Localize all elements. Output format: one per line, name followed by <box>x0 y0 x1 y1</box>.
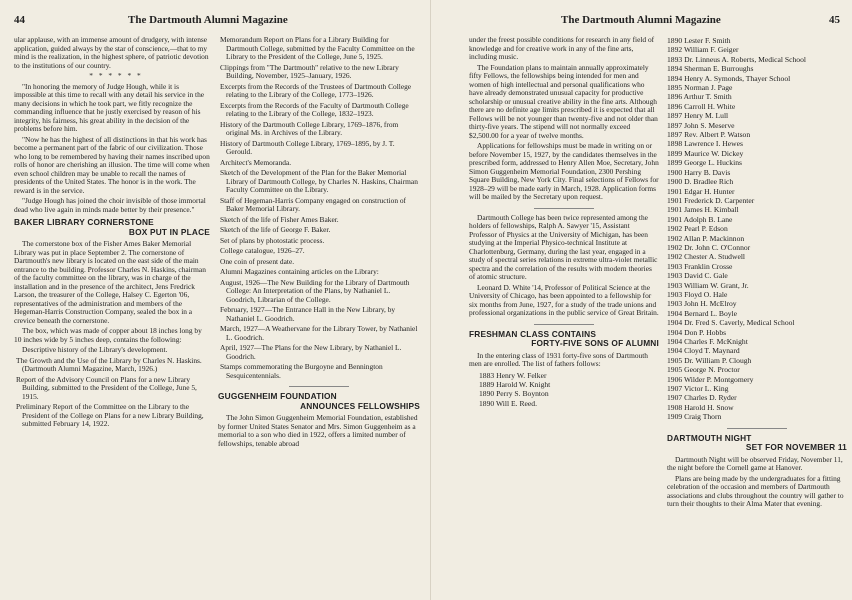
right-page <box>430 0 852 600</box>
list-item: 1883 Henry W. Felker <box>479 370 547 380</box>
paragraph: Dartmouth Night will be observed Friday, November 11, the night before the Cornell game at Hanover. <box>667 454 843 473</box>
magazine-title: The Dartmouth Alumni Magazine <box>128 14 288 26</box>
list-item: 1890 Lester F. Smith <box>667 36 731 45</box>
list-item: 1895 Norman J. Page <box>667 83 733 93</box>
list-item: 1909 Craig Thorn <box>667 412 722 422</box>
list-item: 1902 Allan P. Mackinnon <box>667 233 745 243</box>
paragraph: The John Simon Guggenheim Memorial Foundation, established by former United States Senator and Mrs. Simon Guggenheim as a memorial to a son who died in 1922, offers a limited number of fellowships, tenable abroad <box>218 413 418 448</box>
heading-line-1: GUGGENHEIM FOUNDATION <box>218 391 337 401</box>
heading-line-2: BOX PUT IN PLACE <box>128 226 210 237</box>
list-item: 1901 Edgar H. Hunter <box>667 186 735 196</box>
list-item: 1899 George L. Huckins <box>667 158 742 168</box>
list-item: 1902 Chester A. Studwell <box>667 252 746 262</box>
list-item: History of Dartmouth College Library, 1769–1895, by J. T. Gerould. <box>220 138 395 156</box>
list-item: 1906 Wilder P. Montgomery <box>667 374 754 384</box>
list-item: 1896 Carroll H. White <box>667 101 736 111</box>
list-item: 1893 Dr. Linneus A. Roberts, Medical School <box>667 54 806 64</box>
list-item: 1901 James H. Kimball <box>667 205 739 215</box>
list-item: 1892 William F. Geiger <box>667 45 739 55</box>
list-item: 1901 Adolph B. Lane <box>667 214 733 224</box>
list-item: 1897 Henry M. Lull <box>667 111 729 121</box>
list-item: Clippings from "The Dartmouth" relative to the new Library Building, November, 1925–January, 1926. <box>220 62 399 80</box>
heading-line-1: FRESHMAN CLASS CONTAINS <box>469 328 597 339</box>
list-item: The Growth and the Use of the Library by Charles N. Haskins. (Dartmouth Alumni Magazine, March, 1926.) <box>16 355 202 373</box>
paragraph: Plans are being made by the undergraduates for a fitting celebration of the occasion and members of Dartmouth associations and clubs throughout the country will gather to turn their thoughts to their Alma Mater that evening. <box>667 473 844 509</box>
list-item: 1904 Don P. Hobbs <box>667 327 727 337</box>
paragraph: "In honoring the memory of Judge Hough, while it is impossible at this time to recall with any detail his service in the many decisions in which he took part, we fitly recognize the commanding influence that he justly exercised by reason of his integrity, his fairness, his great ability in the decision of the problems before him. <box>14 81 205 133</box>
list-item: 1903 Floyd O. Hale <box>667 289 728 299</box>
paragraph: The Foundation plans to maintain annually approximately fifty Fellows, the fellowships being intended for men and women of high intellectual and personal qualifications who have already demonstrated unusual capacity for productive scholarship or unusual creative ability in the fine arts. Although there are no definite age limits prescribed it is expected that all Fellows will be not younger than twenty-five and not older than thirty-five years. The stipend will not normally exceed $2,500.00 for a year of twelve months. <box>469 62 658 140</box>
list-item: 1903 David C. Gale <box>667 271 728 281</box>
paragraph: The cornerstone box of the Fisher Ames Baker Memorial Library was put in place September 2. The cornerstone of Dartmouth's new library is located on the east side of the main entrance to the building. Professor Charles N. Haskins, chairman of the faculty committee on the library, was in charge of the installation and in the presence of the architect, Jens Fredrick Larson, the treasurer of the College, Halsey C. Egerton '06, representatives of the administration and members of the Hegeman-Harris Construction Company, sealed the box in a crevice beneath the cornerstone. <box>14 239 206 325</box>
magazine-article-item: February, 1927—The Entrance Hall in the New Library, by Nathaniel L. Goodrich. <box>220 305 396 323</box>
list-item: 1899 Maurice W. Dickey <box>667 148 744 158</box>
magazine-article-item: April, 1927—The Plans for the New Library, by Nathaniel L. Goodrich. <box>220 343 402 361</box>
right-column-1 <box>469 36 659 596</box>
list-item: 1900 D. Bradlee Rich <box>667 177 734 187</box>
list-item: 1904 Dr. Fred S. Caverly, Medical School <box>667 318 795 328</box>
paragraph: under the freest possible conditions for research in any field of knowledge and for creative work in any of the fine arts, including music. <box>469 36 655 61</box>
list-item: 1897 Rev. Albert P. Watson <box>667 130 751 140</box>
page-number: 45 <box>829 14 840 26</box>
list-item: 1901 Frederick D. Carpenter <box>667 195 755 205</box>
list-item: One coin of present date. <box>220 256 295 266</box>
list-item: Stamps commemorating the Burgoyne and Bennington Sesquicentennials. <box>220 362 383 380</box>
section-break: * * * * * * <box>89 71 143 80</box>
magazine-article-item: August, 1926—The New Building for the Library of Dartmouth College: An Interpretation of the Plans, by Nathaniel L. Goodrich, Librarian of the College. <box>220 277 410 304</box>
list-item: 1890 Perry S. Boynton <box>479 389 549 399</box>
list-item: 1907 Victor L. King <box>667 384 729 394</box>
list-item: 1894 Sherman E. Burroughs <box>667 64 754 74</box>
list-item: 1896 Arthur T. Smith <box>667 92 732 102</box>
divider <box>727 428 787 429</box>
magazine-title: The Dartmouth Alumni Magazine <box>561 14 721 26</box>
fathers-list <box>667 36 847 422</box>
list-item: 1902 Pearl P. Edson <box>667 224 728 234</box>
list-item: Alumni Magazines containing articles on the Library: <box>220 267 379 276</box>
list-item: Sketch of the life of George F. Baker. <box>220 225 331 234</box>
list-item: 1907 Charles D. Ryder <box>667 393 737 403</box>
list-item: Architect's Memoranda. <box>220 157 292 167</box>
list-item: 1894 Henry A. Symonds, Thayer School <box>667 73 791 83</box>
list-item: 1904 Charles F. McKnight <box>667 337 748 346</box>
list-item: 1890 Will E. Reed. <box>479 398 537 408</box>
list-item: 1898 Lawrence I. Hewes <box>667 139 743 149</box>
paragraph: "Judge Hough has joined the choir invisible of those immortal dead who live again in minds made better by their presence." <box>14 196 206 214</box>
list-item: Excerpts from the Records of the Trustees of Dartmouth College relating to the Library of the College, 1773–1926. <box>220 81 412 99</box>
paragraph: Dartmouth College has been twice represented among the holders of fellowships, Ralph A. Sawyer '15, Assistant Professor of Physics at the University of Michigan, has been studying at the Imperial Physico-technical Institute at Charlottenburg, Germany, during the last year, engaged in a study of spectral series relations in extreme ultra-violet metallic spectra and the correlation of the results with modern theories of atomic structure. <box>469 212 658 281</box>
article-heading <box>469 330 659 349</box>
list-item: 1908 Harold H. Snow <box>667 402 734 412</box>
paragraph: ular applause, with an immense amount of drudgery, with intense application, guided always by the star of conscience,—that to my mind is the realization, in the highest sphere, of patriotic devotion to the institutions of our country. <box>14 36 209 70</box>
list-item: 1904 Bernard L. Boyle <box>667 308 738 318</box>
paragraph: "Now he has the highest of all distinctions in that his work has become a permanent part of the fabric of our civilization. Those who long to be remembered by having their names inscribed upon rolls of honor are cherishing an illusion. The time will come when even school children may be unable to recall the names of presidents of the United States. The honor is in the work. The reward is in the service. <box>14 134 210 195</box>
list-item: 1902 Dr. John C. O'Connor <box>667 242 751 252</box>
left-column-2 <box>218 36 420 596</box>
list-item: 1897 John S. Meserve <box>667 120 735 130</box>
list-item: Memorandum Report on Plans for a Library Building for Dartmouth College, submitted by the Faculty Committee on the Library to the President of the College, June 5, 1925. <box>220 36 415 61</box>
heading-line-2: FORTY-FIVE SONS OF ALUMNI <box>531 338 659 348</box>
article-heading <box>218 392 420 411</box>
list-item: Set of plans by photostatic process. <box>220 235 325 245</box>
list-item: College catalogue, 1926–27. <box>220 246 305 255</box>
page-number: 44 <box>14 14 25 26</box>
list-item: 1905 George N. Proctor <box>667 365 740 375</box>
left-column-1 <box>14 36 210 596</box>
list-item: Staff of Hegeman-Harris Company engaged on construction of Baker Memorial Library. <box>220 195 407 213</box>
list-item: Report of the Advisory Council on Plans for a new Library Building, submitted to the President of the College, June 5, 1915. <box>16 374 197 401</box>
paragraph: In the entering class of 1931 forty-five sons of Dartmouth men are enrolled. The list of fathers follows: <box>469 350 648 368</box>
list-item: 1904 Cloyd T. Maynard <box>667 346 740 356</box>
article-heading <box>667 434 847 453</box>
heading-line-1: BAKER LIBRARY CORNERSTONE <box>14 217 154 227</box>
list-item: 1889 Harold W. Knight <box>479 379 551 389</box>
divider <box>534 324 594 325</box>
list-item: 1903 William W. Grant, Jr. <box>667 280 749 290</box>
list-item: Sketch of the life of Fisher Ames Baker. <box>220 214 339 224</box>
list-item: 1903 Franklin Crosse <box>667 261 733 271</box>
fathers-list <box>479 371 659 409</box>
heading-line-1: DARTMOUTH NIGHT <box>667 432 752 443</box>
magazine-article-item: March, 1927—A Weathervane for the Library Tower, by Nathaniel L. Goodrich. <box>220 324 418 342</box>
list-item: Preliminary Report of the Committee on the Library to the President of the College on Plans for a new Library Building, submitted February 14, 1922. <box>16 402 204 428</box>
paragraph: The box, which was made of copper about 18 inches long by 10 inches wide by 5 inches deep, contains the following: <box>14 326 202 344</box>
divider <box>289 386 349 387</box>
paragraph: Applications for fellowships must be made in writing on or before November 15, 1927, by the candidates themselves in the prescribed form, addressed to Henry Allen Moe, Secretary, John Simon Guggenheim Memorial Foundation, 2300 Pershing Square Building, New York City. Final selections of Fellows for 1928–29 will be made early in March, 1928. Application forms will be mailed by the Secretary upon request. <box>469 141 659 201</box>
article-heading <box>14 218 210 237</box>
divider <box>534 208 594 209</box>
list-item: History of the Dartmouth College Library, 1769–1876, from original Ms. in Archives of the Library. <box>220 119 399 137</box>
list-item: 1903 John H. McElroy <box>667 299 737 309</box>
list-item: Sketch of the Development of the Plan for the Baker Memorial Library of Dartmouth College, by Charles N. Haskins, Chairman Faculty Committee on the Library. <box>220 168 418 194</box>
right-column-2 <box>667 36 847 596</box>
list-item: Excerpts from the Records of the Faculty of Dartmouth College relating to the Library of the College, 1832–1923. <box>220 100 409 118</box>
heading-line-2: SET FOR NOVEMBER 11 <box>745 442 847 453</box>
heading-line-2: ANNOUNCES FELLOWSHIPS <box>300 400 420 411</box>
paragraph: Descriptive history of the Library's development. <box>22 345 168 354</box>
list-item: 1900 Harry B. Davis <box>667 167 731 177</box>
paragraph: Leonard D. White '14, Professor of Political Science at the University of Chicago, has been appointed to a fellowship for six months from June, 1927, for a study of the trade unions and professional organizations in the public service of Great Britain. <box>469 282 659 317</box>
list-item: 1905 Dr. William P. Clough <box>667 355 752 365</box>
